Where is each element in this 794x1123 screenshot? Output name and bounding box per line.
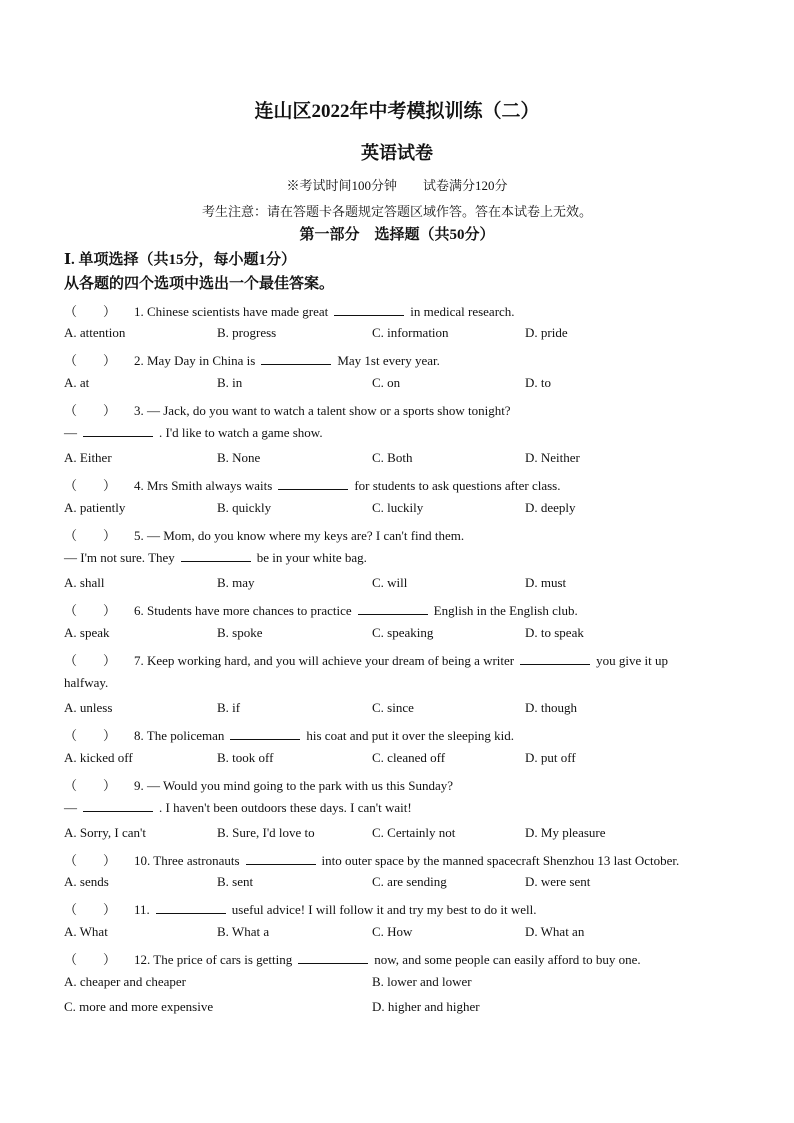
- option-c[interactable]: C. since: [372, 700, 414, 715]
- question-2: [64, 350, 440, 369]
- option-a[interactable]: A. Either: [64, 450, 112, 465]
- option-b[interactable]: B. None: [217, 450, 261, 465]
- question-5: [64, 525, 464, 544]
- fill-blank[interactable]: [230, 728, 300, 740]
- option-c[interactable]: C. are sending: [372, 874, 447, 889]
- fill-blank[interactable]: [156, 902, 226, 914]
- reply-text: — I'm not sure. They: [64, 550, 175, 565]
- option-a[interactable]: A. What: [64, 924, 108, 939]
- answer-paren[interactable]: （ ）: [64, 902, 117, 917]
- option-b[interactable]: B. if: [217, 700, 241, 715]
- option-c[interactable]: C. speaking: [372, 625, 434, 640]
- option-b[interactable]: B. spoke: [217, 625, 263, 640]
- option-d[interactable]: D. deeply: [525, 500, 576, 515]
- question-text-end: now, and some people can easily afford to buy one.: [374, 952, 641, 967]
- option-d[interactable]: D. though: [525, 700, 577, 715]
- answer-paren[interactable]: （ ）: [64, 353, 117, 368]
- option-a[interactable]: A. unless: [64, 700, 113, 715]
- question-text-end: in medical research.: [410, 304, 515, 319]
- answer-paren[interactable]: （ ）: [64, 853, 117, 868]
- option-b[interactable]: B. progress: [217, 325, 277, 340]
- option-a[interactable]: A. shall: [64, 575, 105, 590]
- question-8: [64, 725, 514, 744]
- answer-paren[interactable]: （ ）: [64, 952, 117, 967]
- option-d[interactable]: D. higher and higher: [372, 999, 480, 1014]
- answer-paren[interactable]: （ ）: [64, 304, 117, 319]
- exam-subtitle: 英语试卷: [361, 143, 433, 163]
- option-c[interactable]: C. cleaned off: [372, 750, 446, 765]
- option-c[interactable]: C. luckily: [372, 500, 424, 515]
- option-d[interactable]: D. put off: [525, 750, 576, 765]
- fill-blank[interactable]: [278, 478, 348, 490]
- section-heading: Ⅰ. 单项选择（共15分，每小题1分）: [64, 252, 297, 268]
- fill-blank[interactable]: [358, 603, 428, 615]
- dash: —: [64, 800, 77, 815]
- question-text: 5. — Mom, do you know where my keys are? I can't find them.: [134, 528, 465, 543]
- option-b[interactable]: B. What a: [217, 924, 270, 939]
- question-text-end: you give it up: [596, 653, 668, 668]
- answer-paren[interactable]: （ ）: [64, 403, 117, 418]
- question-text: 2. May Day in China is: [134, 353, 256, 368]
- option-a[interactable]: A. sends: [64, 874, 109, 889]
- option-c[interactable]: C. more and more expensive: [64, 999, 214, 1014]
- question-text: 12. The price of cars is getting: [134, 952, 293, 967]
- option-a[interactable]: A. patiently: [64, 500, 126, 515]
- fill-blank[interactable]: [520, 653, 590, 665]
- option-d[interactable]: D. What an: [525, 924, 585, 939]
- question-4: [64, 475, 560, 494]
- question-7: [64, 650, 668, 669]
- option-b[interactable]: B. sent: [217, 874, 254, 889]
- option-d[interactable]: D. to speak: [525, 625, 584, 640]
- option-c[interactable]: C. will: [372, 575, 408, 590]
- option-c[interactable]: C. on: [372, 375, 401, 390]
- question-9: [64, 775, 453, 794]
- fill-blank[interactable]: [181, 550, 251, 562]
- option-b[interactable]: B. in: [217, 375, 243, 390]
- question-text: 4. Mrs Smith always waits: [134, 478, 273, 493]
- question-12: [64, 949, 641, 968]
- question-3: [64, 400, 511, 419]
- fill-blank[interactable]: [83, 425, 153, 437]
- option-b[interactable]: B. quickly: [217, 500, 272, 515]
- exam-title: 连山区2022年中考模拟训练（二）: [254, 101, 540, 122]
- question-10: [64, 850, 679, 869]
- question-7-cont: halfway.: [64, 675, 109, 690]
- question-text-end: May 1st every year.: [337, 353, 440, 368]
- question-text-end: useful advice! I will follow it and try my best to do it well.: [231, 902, 537, 917]
- part-heading: 第一部分 选择题（共50分）: [299, 227, 495, 243]
- fill-blank[interactable]: [298, 952, 368, 964]
- section-instruction: 从各题的四个选项中选出一个最佳答案。: [64, 276, 335, 292]
- question-text-end: . I haven't been outdoors these days. I can't wait!: [159, 800, 412, 815]
- question-text-end: . I'd like to watch a game show.: [159, 425, 323, 440]
- fill-blank[interactable]: [83, 800, 153, 812]
- option-a[interactable]: A. attention: [64, 325, 126, 340]
- option-d[interactable]: D. My pleasure: [525, 825, 606, 840]
- question-1: [64, 301, 515, 320]
- option-c[interactable]: C. How: [372, 924, 413, 939]
- exam-info: ※考试时间100分钟 试卷满分120分: [286, 178, 508, 193]
- question-text: 6. Students have more chances to practice: [134, 603, 352, 618]
- option-d[interactable]: D. pride: [525, 325, 568, 340]
- answer-paren[interactable]: （ ）: [64, 603, 117, 618]
- question-text-end: his coat and put it over the sleeping kid.: [306, 728, 514, 743]
- answer-paren[interactable]: （ ）: [64, 728, 117, 743]
- option-c[interactable]: C. Certainly not: [372, 825, 456, 840]
- option-d[interactable]: D. must: [525, 575, 567, 590]
- question-text: 11.: [134, 902, 150, 917]
- option-b[interactable]: B. may: [217, 575, 255, 590]
- question-text: 3. — Jack, do you want to watch a talent show or a sports show tonight?: [134, 403, 511, 418]
- option-b[interactable]: B. Sure, I'd love to: [217, 825, 315, 840]
- question-text: 8. The policeman: [134, 728, 225, 743]
- question-text-end: into outer space by the manned spacecraft Shenzhou 13 last October.: [321, 853, 680, 868]
- question-3-reply: [64, 425, 323, 441]
- question-6: [64, 600, 578, 619]
- dash: —: [64, 425, 77, 440]
- option-b[interactable]: B. took off: [217, 750, 274, 765]
- fill-blank[interactable]: [261, 353, 331, 365]
- exam-notice: 考生注意：请在答题卡各题规定答题区域作答。答在本试卷上无效。: [201, 204, 592, 219]
- fill-blank[interactable]: [246, 853, 316, 865]
- option-a[interactable]: A. speak: [64, 625, 110, 640]
- question-11: [64, 899, 537, 918]
- option-c[interactable]: C. Both: [372, 450, 413, 465]
- question-text-end: for students to ask questions after class.: [354, 478, 561, 493]
- question-9-reply: [64, 800, 412, 816]
- fill-blank[interactable]: [334, 304, 404, 316]
- answer-paren[interactable]: （ ）: [64, 778, 117, 793]
- option-a[interactable]: A. kicked off: [64, 750, 133, 765]
- answer-paren[interactable]: （ ）: [64, 653, 117, 668]
- answer-paren[interactable]: （ ）: [64, 478, 117, 493]
- option-d[interactable]: D. were sent: [525, 874, 591, 889]
- answer-paren[interactable]: （ ）: [64, 528, 117, 543]
- question-text: 7. Keep working hard, and you will achieve your dream of being a writer: [134, 653, 515, 668]
- question-text: 1. Chinese scientists have made great: [134, 304, 329, 319]
- question-text: 9. — Would you mind going to the park with us this Sunday?: [134, 778, 454, 793]
- option-d[interactable]: D. Neither: [525, 450, 580, 465]
- option-a[interactable]: A. at: [64, 375, 90, 390]
- question-text-end: English in the English club.: [433, 603, 578, 618]
- option-a[interactable]: A. cheaper and cheaper: [64, 974, 186, 989]
- option-d[interactable]: D. to: [525, 375, 551, 390]
- option-b[interactable]: B. lower and lower: [372, 974, 472, 989]
- option-a[interactable]: A. Sorry, I can't: [64, 825, 147, 840]
- option-c[interactable]: C. information: [372, 325, 449, 340]
- question-text-end: be in your white bag.: [256, 550, 367, 565]
- question-5-reply: [64, 550, 367, 566]
- question-text: 10. Three astronauts: [134, 853, 240, 868]
